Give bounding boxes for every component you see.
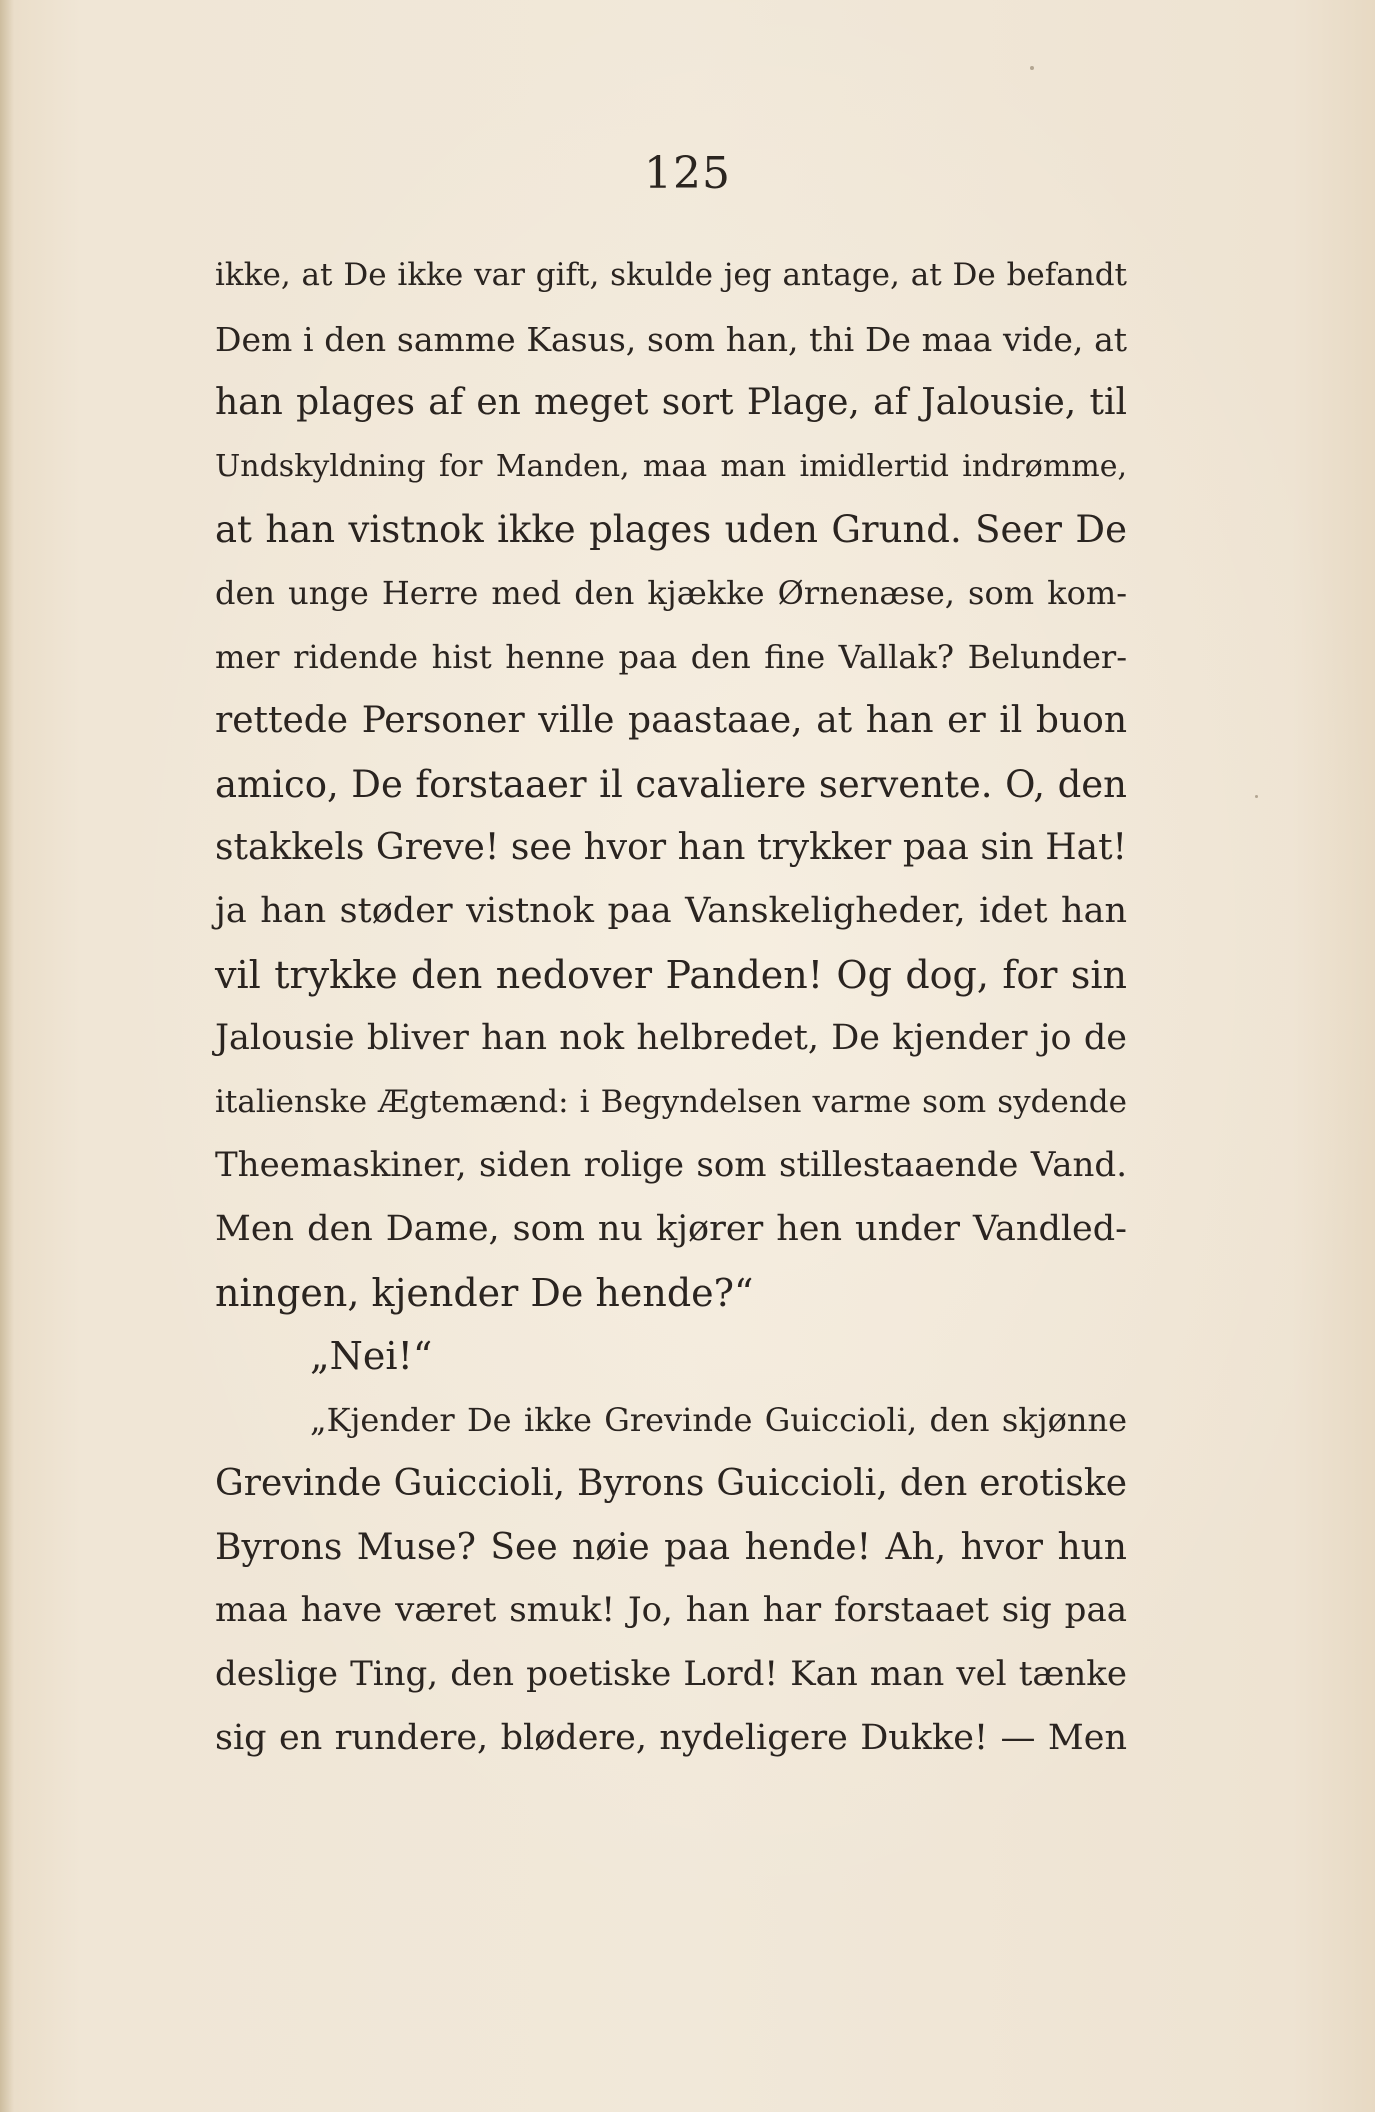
text-line: ningen, kjender De hende?“: [215, 1270, 754, 1315]
text-line: ikke, at De ikke var gift, skulde jeg antage, at De befandt: [215, 257, 1127, 293]
text-line: mer ridende hist henne paa den fine Vallak? Belunder-: [215, 637, 1127, 676]
paper-fleck: [1030, 66, 1034, 70]
text-line: Men den Dame, som nu kjører hen under Vandled-: [215, 1208, 1127, 1249]
text-line: rettede Personer ville paastaae, at han er il buon: [215, 700, 1127, 742]
text-line: Jalousie bliver han nok helbredet, De kjender jo de: [215, 1018, 1127, 1059]
text-line: „Nei!“: [310, 1334, 433, 1379]
text-line: vil trykke den nedover Panden! Og dog, for sin: [215, 952, 1127, 997]
page-edge-shadow: [0, 0, 14, 2112]
paper-fleck: [1255, 795, 1258, 798]
text-line: ja han støder vistnok paa Vanskeligheder, idet han: [215, 890, 1127, 931]
text-line: han plages af en meget sort Plage, af Jalousie, til: [215, 382, 1127, 424]
text-line: italienske Ægtemænd: i Begyndelsen varme som sydende: [215, 1083, 1127, 1120]
text-line: deslige Ting, den poetiske Lord! Kan man vel tænke: [215, 1654, 1127, 1695]
body-text: [215, 244, 1127, 1770]
text-line: „Kjender De ikke Grevinde Guiccioli, den skjønne: [310, 1400, 1127, 1439]
text-line: den unge Herre med den kjække Ørnenæse, som kom-: [215, 573, 1127, 612]
text-line: Byrons Muse? See nøie paa hende! Ah, hvor hun: [215, 1526, 1127, 1568]
text-line: stakkels Greve! see hvor han trykker paa sin Hat!: [215, 827, 1127, 869]
text-line: Undskyldning for Manden, maa man imidlertid indrømme,: [215, 448, 1127, 484]
page-number: 125: [644, 148, 731, 199]
text-line: amico, De forstaaer il cavaliere servente. O, den: [215, 762, 1127, 806]
text-line: Grevinde Guiccioli, Byrons Guiccioli, den erotiske: [215, 1463, 1127, 1505]
text-line: Dem i den samme Kasus, som han, thi De maa vide, at: [215, 319, 1127, 359]
text-line: sig en rundere, blødere, nydeligere Dukke! — Men: [215, 1717, 1127, 1758]
text-line: maa have været smuk! Jo, han har forstaaet sig paa: [215, 1590, 1127, 1631]
text-line: at han vistnok ikke plages uden Grund. Seer De: [215, 508, 1127, 552]
text-line: Theemaskiner, siden rolige som stillestaaende Vand.: [215, 1145, 1127, 1186]
